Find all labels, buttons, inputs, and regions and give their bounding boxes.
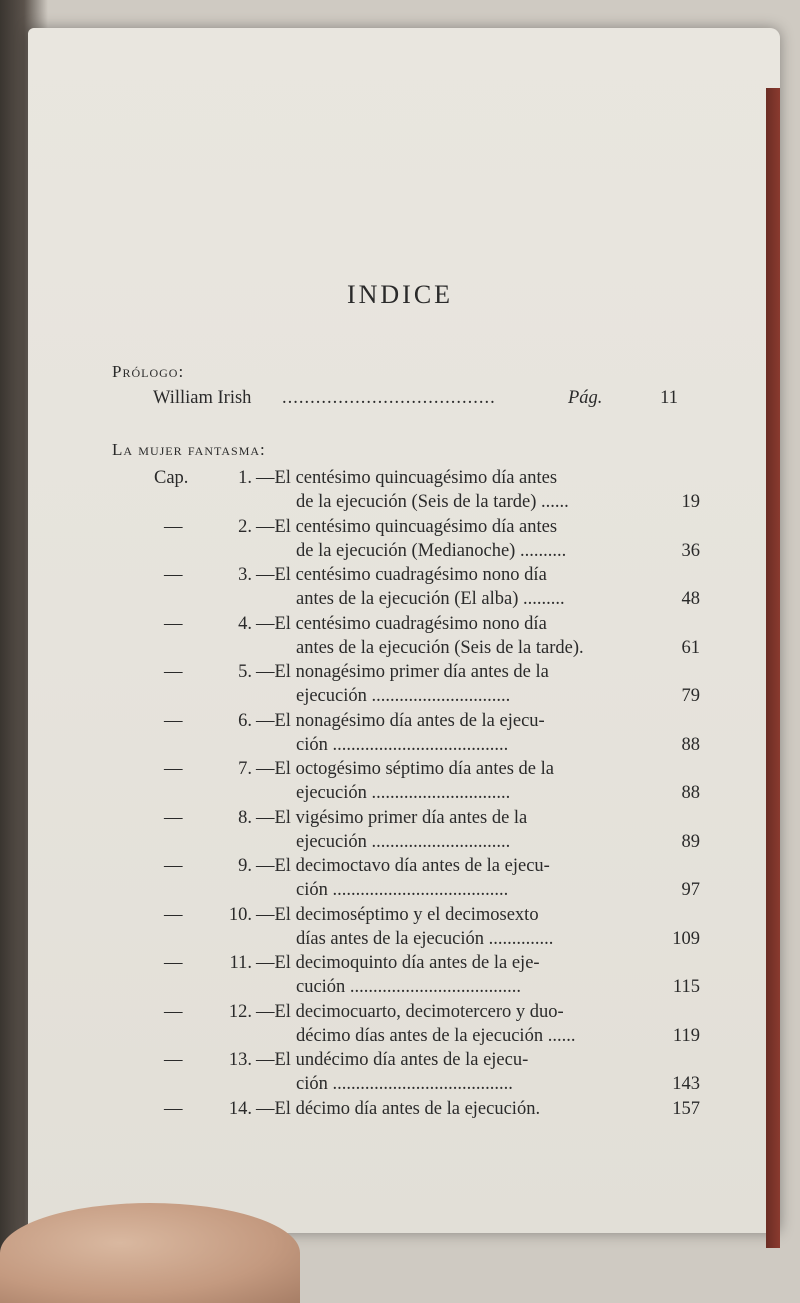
chapter-title-line1: —El decimocuarto, decimotercero y duo- [256,1001,564,1022]
chapter-title-line2: antes de la ejecución (Seis de la tarde). [296,637,584,658]
chapter-page-number: 88 [681,783,700,803]
chapter-dash: — [164,516,183,537]
chapter-title-line2: ejecución .............................. [296,783,511,803]
chapter-title-line2: cución ..................................... [296,977,522,997]
chapter-page-number: 109 [672,928,700,949]
chapter-label: Cap. [154,468,189,488]
chapter-title [256,1000,628,1048]
chapter-number: 9. [238,856,252,876]
chapter-title-line2: ejecución .............................. [296,686,511,706]
chapter-title [256,515,628,563]
chapter-dash: — [164,807,183,828]
chapter-title-line2: días antes de la ejecución .............. [296,928,554,949]
chapter-page-number: 119 [672,1025,700,1046]
chapter-dash: — [164,759,183,779]
chapter-dash: — [164,565,183,585]
prologue-leader: ...................................... [282,388,496,408]
chapter-title [256,660,628,708]
chapter-title-line1: —El decimoquinto día antes de la eje- [256,953,540,973]
chapter-title-line1: —El octogésimo séptimo día antes de la [256,759,554,779]
chapter-title-line1: —El centésimo cuadragésimo nono día [256,613,547,634]
page-title: INDICE [346,280,454,309]
chapter-title-line2: décimo días antes de la ejecución ...... [296,1025,576,1046]
chapter-number: 1. [238,468,252,488]
chapter-dash: — [164,662,183,682]
chapter-number: 12. [228,1001,252,1022]
chapter-title [256,806,628,854]
chapter-number: 4. [238,613,252,634]
chapter-page-number: 61 [681,637,700,658]
chapter-title [256,1048,628,1096]
chapter-title [256,466,628,514]
chapter-title [256,951,628,999]
section-heading: La mujer fantasma: [112,440,266,459]
chapter-page-number: 115 [672,977,700,997]
chapter-title [256,563,628,611]
chapter-title-line2: ción ...................................... [296,734,509,755]
chapter-title-line1: —El nonagésimo primer día antes de la [256,662,549,682]
book-cover-edge [766,88,780,1248]
chapter-page-number: 97 [681,880,700,900]
chapter-page-number: 79 [681,686,700,706]
chapter-number: 6. [238,710,252,731]
chapter-number: 10. [228,904,252,925]
chapter-page-number: 88 [681,734,700,755]
chapter-title-line1: —El centésimo quincuagésimo día antes [256,468,558,488]
chapter-title [256,903,628,951]
chapter-number: 13. [228,1050,252,1070]
chapter-title [256,612,628,660]
prologue-author: William Irish [153,388,252,408]
chapter-title-line1: —El décimo día antes de la ejecución. [256,1098,541,1119]
chapter-dash: — [164,710,183,731]
chapter-title-line2: ejecución .............................. [296,831,511,852]
chapter-title-line1: —El centésimo quincuagésimo día antes [256,516,558,537]
chapter-dash: — [164,1050,183,1070]
chapter-page-number: 89 [681,831,700,852]
chapter-number: 3. [238,565,252,585]
chapter-title-line1: —El decimoséptimo y el decimosexto [256,904,539,925]
chapter-number: 14. [228,1098,252,1119]
chapter-dash: — [164,953,183,973]
chapter-number: 5. [238,662,252,682]
chapter-title [256,757,628,805]
chapter-number: 7. [238,759,252,779]
chapter-title-line1: —El centésimo cuadragésimo nono día [256,565,547,585]
chapter-title [256,1097,628,1121]
chapter-page-number: 157 [672,1098,700,1119]
prologue-pag-label: Pág. [568,388,603,408]
chapter-number: 2. [238,516,252,537]
chapter-number: 8. [238,807,252,828]
chapter-title-line2: ción ....................................... [296,1074,513,1094]
chapter-title-line1: —El undécimo día antes de la ejecu- [256,1050,529,1070]
chapter-dash: — [164,1001,183,1022]
chapter-dash: — [164,856,183,876]
chapter-page-number: 36 [681,540,700,561]
chapter-page-number: 143 [672,1074,700,1094]
chapter-dash: — [164,1098,183,1119]
chapter-title-line1: —El nonagésimo día antes de la ejecu- [256,710,545,731]
chapter-page-number: 19 [681,492,700,512]
chapter-title-line1: —El vigésimo primer día antes de la [256,807,528,828]
chapter-title-line2: de la ejecución (Medianoche) .......... [296,540,567,561]
chapter-title-line2: ción ...................................... [296,880,509,900]
chapter-page-number: 48 [681,589,700,609]
chapter-title [256,709,628,757]
thumb [0,1203,300,1303]
prologue-heading: Prólogo: [112,362,185,381]
chapter-dash: — [164,904,183,925]
chapter-title-line2: antes de la ejecución (El alba) ......... [296,589,565,609]
chapter-number: 11. [229,953,252,973]
prologue-page-number: 11 [660,388,678,408]
chapter-dash: — [164,613,183,634]
chapter-title [256,854,628,902]
chapter-title-line1: —El decimoctavo día antes de la ejecu- [256,856,550,876]
chapter-title-line2: de la ejecución (Seis de la tarde) ...... [296,492,569,512]
